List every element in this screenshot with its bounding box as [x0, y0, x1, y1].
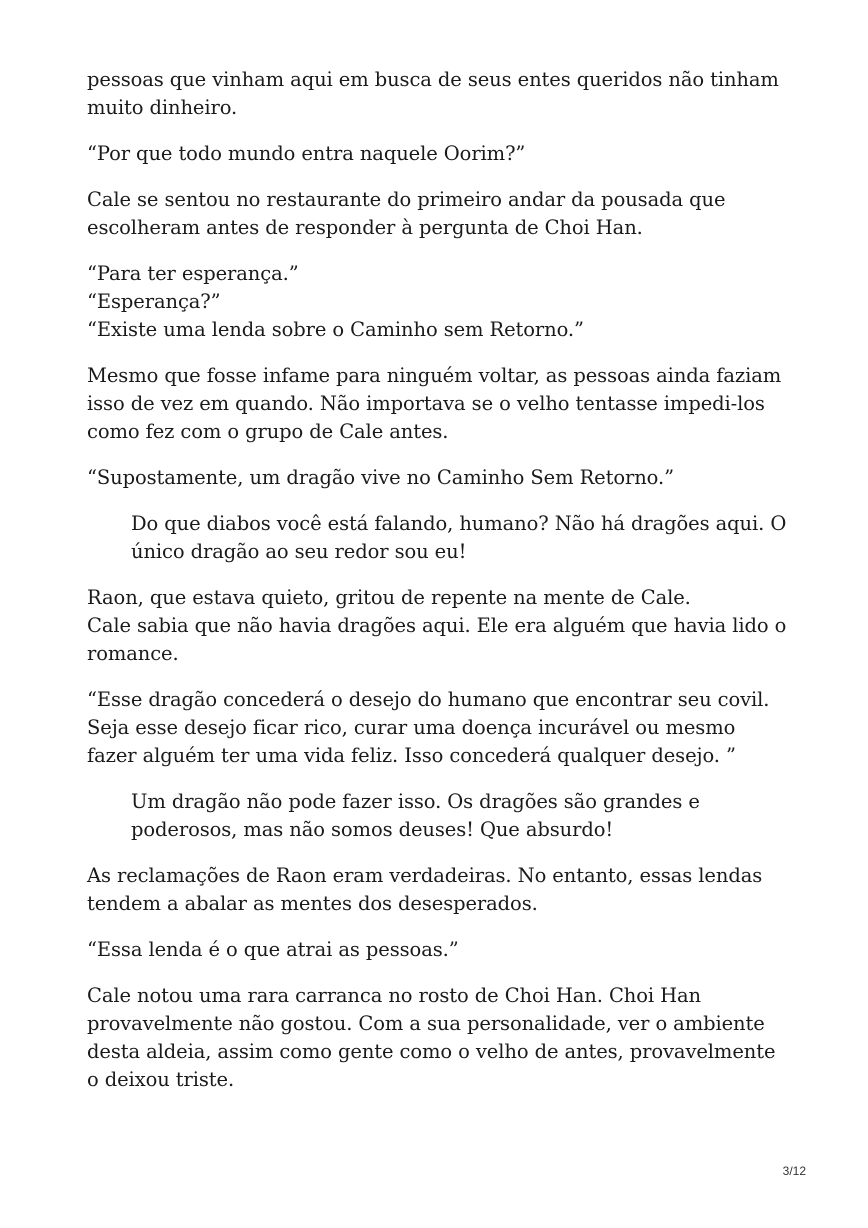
raon-thought-not-gods: Um dragão não pode fazer isso. Os dragões são grandes e poderosos, mas não somos deuses! Que absurdo! — [131, 790, 700, 841]
dialogue-legend: “Existe uma lenda sobre o Caminho sem Retorno.” — [87, 318, 584, 341]
document-page — [87, 66, 787, 1112]
dialogue-hope: “Para ter esperança.” — [87, 262, 299, 285]
paragraph-cale-knew: Cale sabia que não havia dragões aqui. Ele era alguém que havia lido o romance. — [87, 614, 787, 665]
dialogue-why-enter: “Por que todo mundo entra naquele Oorim?” — [87, 142, 526, 165]
paragraph-raon-shouted: Raon, que estava quieto, gritou de repente na mente de Cale. — [87, 586, 691, 609]
paragraph-choi-han-frown: Cale notou uma rara carranca no rosto de Choi Han. Choi Han provavelmente não gostou. Com a sua personalidade, ver o ambiente desta aldeia, assim como gente como o velho de antes, provavelmente o deixou triste. — [87, 984, 776, 1091]
paragraph-infamous: Mesmo que fosse infame para ninguém voltar, as pessoas ainda faziam isso de vez em quando. Não importava se o velho tentasse impedi-los como fez com o grupo de Cale antes. — [87, 364, 782, 443]
paragraph-raon-complaints: As reclamações de Raon eram verdadeiras. No entanto, essas lendas tendem a abalar as mentes dos desesperados. — [87, 864, 763, 915]
dialogue-hope-question: “Esperança?” — [87, 290, 221, 313]
dialogue-dragon-wish: “Esse dragão concederá o desejo do humano que encontrar seu covil. Seja esse desejo ficar rico, curar uma doença incurável ou mesmo fazer alguém ter uma vida feliz. Isso concederá qualquer desejo. ” — [87, 688, 770, 767]
dialogue-dragon-lives: “Supostamente, um dragão vive no Caminho Sem Retorno.” — [87, 466, 674, 489]
paragraph-continuation: pessoas que vinham aqui em busca de seus entes queridos não tinham muito dinheiro. — [87, 68, 779, 119]
raon-thought-no-dragons: Do que diabos você está falando, humano? Não há dragões aqui. O único dragão ao seu redor sou eu! — [131, 512, 787, 563]
page-number: 3/12 — [782, 1164, 806, 1178]
dialogue-legend-attracts: “Essa lenda é o que atrai as pessoas.” — [87, 938, 459, 961]
paragraph-cale-sat: Cale se sentou no restaurante do primeiro andar da pousada que escolheram antes de responder à pergunta de Choi Han. — [87, 188, 726, 239]
